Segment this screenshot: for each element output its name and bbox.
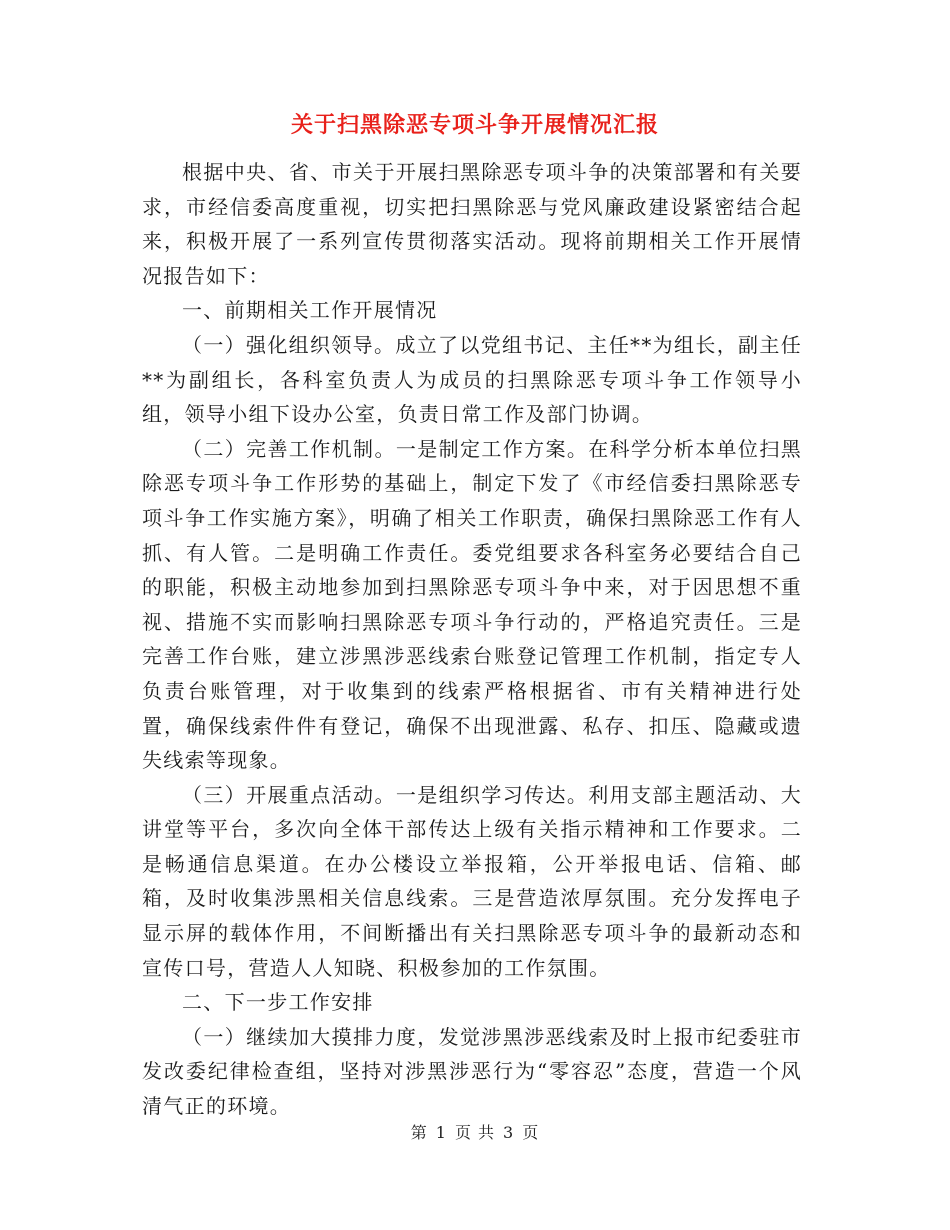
section-heading-1: 一、前期相关工作开展情况 [182,298,438,323]
footer-suffix: 页 [522,1123,540,1142]
section-heading-2: 二、下一步工作安排 [182,990,374,1015]
footer-mid: 页 共 [454,1123,496,1142]
page-footer [0,1120,950,1143]
paragraph-organization: （一）强化组织领导。成立了以党组书记、主任**为组长，副主任**为副组长，各科室负责人为成员的扫黑除恶专项斗争工作领导小组，领导小组下设办公室，负责日常工作及部门协调。 [142,332,802,427]
document-body [142,155,802,1124]
paragraph-mechanism: （二）完善工作机制。一是制定工作方案。在科学分析本单位扫黑除恶专项斗争工作形势的基础上，制定下发了《市经信委扫黑除恶专项斗争工作实施方案》，明确了相关工作职责，确保扫黑除恶工作有人抓、有人管。二是明确工作责任。委党组要求各科室务必要结合自己的职能，积极主动地参加到扫黑除恶专项斗争中来，对于因思想不重视、措施不实而影响扫黑除恶专项斗争行动的，严格追究责任。三是完善工作台账，建立涉黑涉恶线索台账登记管理工作机制，指定专人负责台账管理，对于收集到的线索严格根据省、市有关精神进行处置，确保线索件件有登记，确保不出现泄露、私存、扣压、隐藏或遗失线索等现象。 [142,436,802,773]
footer-total-pages: 3 [503,1123,515,1142]
intro-paragraph: 根据中央、省、市关于开展扫黑除恶专项斗争的决策部署和有关要求，市经信委高度重视，切实把扫黑除恶与党风廉政建设紧密结合起来，积极开展了一系列宣传贯彻落实活动。现将前期相关工作开展情况报告如下： [142,160,802,288]
footer-prefix: 第 [410,1123,428,1142]
paragraph-activities: （三）开展重点活动。一是组织学习传达。利用支部主题活动、大讲堂等平台，多次向全体干部传达上级有关指示精神和工作要求。二是畅通信息渠道。在办公楼设立举报箱，公开举报电话、信箱、邮箱，及时收集涉黑相关信息线索。三是营造浓厚氛围。充分发挥电子显示屏的载体作用，不间断播出有关扫黑除恶专项斗争的最新动态和宣传口号，营造人人知晓、积极参加的工作氛围。 [142,782,802,980]
footer-current-page: 1 [435,1123,447,1142]
paragraph-next-step: （一）继续加大摸排力度，发觉涉黑涉恶线索及时上报市纪委驻市发改委纪律检查组，坚持对涉黑涉恶行为“零容忍”态度，营造一个风清气正的环境。 [142,1024,802,1119]
document-title: 关于扫黑除恶专项斗争开展情况汇报 [290,113,659,138]
